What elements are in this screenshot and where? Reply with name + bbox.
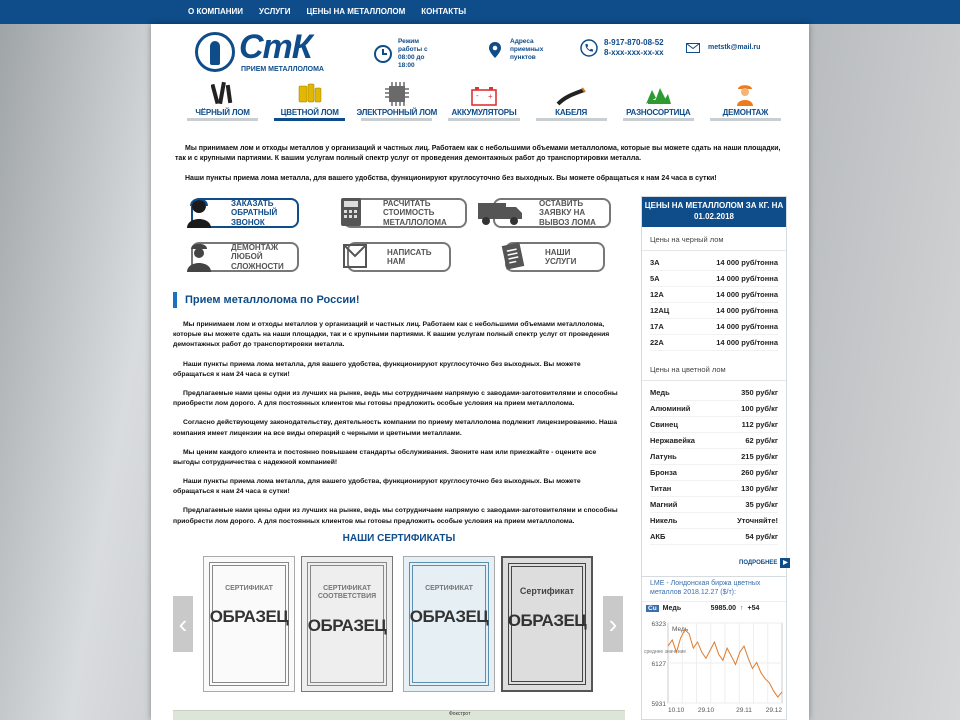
- top-navigation-bar: [0, 0, 960, 24]
- price-row: [650, 303, 778, 319]
- price-row: [650, 433, 778, 449]
- category-black-scrap[interactable]: [179, 78, 266, 122]
- category-color-scrap[interactable]: [266, 78, 353, 122]
- certificate-card[interactable]: [403, 556, 495, 692]
- metal-name: 5А: [650, 274, 660, 283]
- article-paragraph: Согласно действующему законодательству, деятельность компании по приему металлолома подлежит лицензированию. Наша компания имеет лицензии на все виды операций с черными и цветными металлами.: [173, 419, 617, 437]
- metal-name: 12АЦ: [650, 306, 670, 315]
- lme-title[interactable]: LME - Лондонская биржа цветных металлов 2018.12.27 ($/т):: [650, 580, 761, 597]
- category-cables[interactable]: [528, 78, 615, 122]
- metal-price: 62 руб/кг: [745, 436, 778, 445]
- phone-number-1[interactable]: 8-917-870-08-52: [604, 38, 664, 47]
- lme-copper-row: [642, 601, 786, 614]
- black-scrap-icon: [211, 80, 235, 106]
- y-tick-label: 5931: [651, 701, 666, 708]
- callback-label: ЗАКАЗАТЬ ОБРАТНЫЙ ЗВОНОК: [231, 199, 278, 227]
- builder-icon: [179, 236, 219, 276]
- price-row: [650, 271, 778, 287]
- price-row: [650, 513, 778, 529]
- metal-name: Медь: [650, 388, 670, 397]
- metal-price: 350 руб/кг: [741, 388, 778, 397]
- logo-text: СтК: [239, 28, 312, 66]
- y-tick-label: 6323: [651, 621, 666, 628]
- certificates-title: НАШИ СЕРТИФИКАТЫ: [342, 533, 456, 544]
- map-preview[interactable]: [173, 710, 625, 720]
- write-us-label: НАПИСАТЬ НАМ: [387, 247, 432, 266]
- x-tick-label: 10.10: [668, 707, 685, 714]
- battery-icon: [471, 86, 497, 106]
- carousel-next-button[interactable]: ›: [603, 596, 623, 652]
- price-row: [650, 497, 778, 513]
- lme-copper-chart: [642, 617, 786, 720]
- price-row: [650, 401, 778, 417]
- metal-price: 35 руб/кг: [745, 500, 778, 509]
- certificate-heading: СЕРТИФИКАТ: [225, 585, 273, 592]
- metal-name: Свинец: [650, 420, 678, 429]
- category-menu: [179, 78, 789, 122]
- certificate-sample: ОБРАЗЕЦ: [409, 607, 489, 627]
- metal-price: 100 руб/кг: [741, 404, 778, 413]
- copper-name: Медь: [662, 604, 682, 612]
- our-services-label: НАШИ УСЛУГИ: [545, 247, 577, 266]
- x-tick-label: 29.10: [697, 707, 715, 714]
- price-row: [650, 319, 778, 335]
- intro-paragraph: Наши пункты приема лома металла, для вашего удобства, функционируют круглосуточно без выходных. Вы можете обращаться к нам 24 часа в сутки!: [185, 175, 717, 183]
- price-row: [650, 449, 778, 465]
- metal-price: 14 000 руб/тонна: [716, 258, 778, 267]
- price-row: [650, 255, 778, 271]
- clock-icon: [373, 44, 393, 64]
- write-us-button[interactable]: [347, 242, 451, 272]
- worker-icon: [733, 80, 757, 106]
- x-tick-label: 29.12: [765, 707, 782, 714]
- callback-button[interactable]: [191, 198, 299, 228]
- logo-mark-icon: [195, 32, 235, 72]
- arrow-up-icon: ↑: [739, 604, 744, 612]
- category-dismantle[interactable]: [702, 78, 789, 122]
- metal-price: 14 000 руб/тонна: [716, 306, 778, 315]
- page-container: [151, 24, 809, 720]
- category-batteries[interactable]: [440, 78, 527, 122]
- category-mixed[interactable]: [615, 78, 702, 122]
- price-row: [650, 287, 778, 303]
- nav-about[interactable]: О КОМПАНИИ: [188, 7, 244, 16]
- category-label: РАЗНОСОРТИЦА: [626, 108, 691, 117]
- category-label: ЧЁРНЫЙ ЛОМ: [195, 108, 250, 117]
- metal-name: Алюминий: [650, 404, 691, 413]
- article-paragraph: Предлагаемые нами цены одни из лучших на рынке, ведь мы сотрудничаем напрямую с заводами-заготовителями и способны приобрести лом дорого. А для постоянных клиентов мы готовы предложить особые условия на прием металлолома.: [173, 507, 618, 525]
- metal-price: 14 000 руб/тонна: [716, 274, 778, 283]
- metal-name: 17А: [650, 322, 664, 331]
- metal-name: Никель: [650, 516, 678, 525]
- color-scrap-prices: [642, 381, 786, 545]
- certificate-card[interactable]: [501, 556, 593, 692]
- map-label: Фокстрот: [449, 711, 471, 717]
- price-row: [650, 465, 778, 481]
- certificate-sample: ОБРАЗЕЦ: [507, 610, 587, 630]
- metal-price: 112 руб/кг: [741, 420, 778, 429]
- intro-paragraph: Мы принимаем лом и отходы металлов у организаций и частных лиц. Работаем как с небольшими объемами металлолома, которые вы можете сдать на наши площадки, так и с крупными партиями. К вашим услугам полный спектр услуг от проведения демонтажных работ до транспортировки металла.: [175, 145, 781, 163]
- price-row: [650, 529, 778, 545]
- svg-text:-: -: [475, 91, 479, 100]
- metal-name: Бронза: [650, 468, 677, 477]
- carousel-prev-button[interactable]: ‹: [173, 596, 193, 652]
- metal-name: 12А: [650, 290, 664, 299]
- chart-title: Медь: [672, 626, 689, 633]
- certificate-card[interactable]: [301, 556, 393, 692]
- pickup-points-text: Адреса приемных пунктов: [510, 38, 544, 62]
- price-row: [650, 335, 778, 351]
- pickup-request-button[interactable]: [493, 198, 611, 228]
- color-scrap-icon: [297, 82, 323, 106]
- operator-icon: [179, 192, 219, 232]
- logo-subtitle: ПРИЕМ МЕТАЛЛОЛОМА: [241, 66, 324, 73]
- article-body: [173, 320, 623, 536]
- certificate-heading: СЕРТИФИКАТ: [425, 585, 473, 592]
- color-scrap-section-title: Цены на цветной лом: [642, 357, 786, 381]
- article-paragraph: Наши пункты приема лома металла, для вашего удобства, функционируют круглосуточно без выходных. Вы можете обращаться к нам 24 часа в сутки!: [173, 478, 581, 496]
- metal-name: 3А: [650, 258, 660, 267]
- category-label: КАБЕЛЯ: [555, 108, 588, 117]
- message-icon: [335, 236, 375, 276]
- our-services-button[interactable]: [505, 242, 605, 272]
- dismantle-label: ДЕМОНТАЖ ЛЮБОЙ СЛОЖНОСТИ: [231, 243, 284, 271]
- envelope-icon: [683, 38, 703, 58]
- category-label: АККУМУЛЯТОРЫ: [451, 108, 517, 117]
- price-row: [650, 481, 778, 497]
- intro-text: [175, 144, 787, 194]
- article-paragraph: Наши пункты приема лома металла, для вашего удобства, функционируют круглосуточно без выходных. Вы можете обращаться к нам 24 часа в сутки!: [173, 360, 581, 378]
- x-tick-label: 29.11: [736, 707, 752, 714]
- metal-name: Титан: [650, 484, 672, 493]
- calculator-icon: [331, 192, 371, 232]
- pickup-points[interactable]: [485, 38, 568, 62]
- certificate-sample: ОБРАЗЕЦ: [307, 615, 387, 635]
- phone-icon: [579, 38, 599, 58]
- black-scrap-section-title: Цены на черный лом: [642, 227, 786, 251]
- article-paragraph: Предлагаемые нами цены одни из лучших на рынке, ведь мы сотрудничаем напрямую с заводами-заготовителями и способны приобрести лом дорого. А для постоянных клиентов мы готовы предложить особые условия на прием металлолома.: [173, 389, 618, 408]
- article-title: Прием металлолома по России!: [173, 292, 360, 308]
- metal-price: 130 руб/кг: [741, 484, 778, 493]
- lme-widget: [641, 576, 787, 720]
- email-text: metstk@mail.ru: [708, 43, 761, 51]
- nav-prices[interactable]: ЦЕНЫ НА МЕТАЛЛОЛОМ: [306, 7, 406, 16]
- phone-number-2[interactable]: 8-xxx-xxx-xx-xx: [604, 48, 664, 58]
- top-nav: [188, 0, 482, 24]
- metal-price: 14 000 руб/тонна: [716, 322, 778, 331]
- email-contact[interactable]: [683, 38, 760, 58]
- metal-name: 22А: [650, 338, 664, 347]
- more-label: ПОДРОБНЕЕ: [739, 560, 778, 566]
- svg-text:+: +: [487, 92, 493, 101]
- cable-icon: [556, 86, 586, 106]
- category-label: ЦВЕТНОЙ ЛОМ: [280, 108, 339, 117]
- copper-symbol: Cu: [648, 604, 657, 612]
- copper-change: +54: [747, 604, 760, 612]
- truck-icon: [471, 192, 527, 232]
- price-row: [650, 385, 778, 401]
- phones: [579, 38, 664, 59]
- certificate-heading: СЕРТИФИКАТ СООТВЕТСТВИЯ: [317, 585, 377, 601]
- arrow-right-icon: ▶: [780, 558, 790, 568]
- category-label: ЭЛЕКТРОННЫЙ ЛОМ: [356, 108, 438, 117]
- metal-price: Уточняйте!: [737, 516, 778, 525]
- more-link[interactable]: [739, 558, 790, 568]
- calculate-cost-label: РАСЧИТАТЬ СТОИМОСТЬ МЕТАЛЛОЛОМА: [383, 199, 447, 227]
- metal-name: Нержавейка: [650, 436, 695, 445]
- article-paragraph: Мы принимаем лом и отходы металлов у организаций и частных лиц. Работаем как с небольшими объемами металлолома, которые вы можете сдать на наши площадки, так и с крупными партиями. К вашим услугам полный спектр услуг от проведения демонтажных работ до транспортировки металла.: [173, 321, 610, 349]
- work-hours: [373, 38, 442, 71]
- mixed-scrap-icon: [644, 84, 672, 106]
- copper-price: 5985.00: [710, 604, 736, 612]
- nav-services[interactable]: УСЛУГИ: [259, 7, 291, 16]
- black-scrap-prices: [642, 251, 786, 351]
- dismantle-button[interactable]: [191, 242, 299, 272]
- category-label: ДЕМОНТАЖ: [722, 108, 769, 117]
- metal-name: Латунь: [650, 452, 677, 461]
- price-table: [641, 196, 787, 580]
- document-list-icon: [493, 236, 533, 276]
- article-paragraph: Мы ценим каждого клиента и постоянно повышаем стандарты обслуживания. Звоните нам или приезжайте - оцените все выгоды сотрудничества с надежной компанией!: [173, 448, 597, 466]
- metal-price: 54 руб/кг: [745, 532, 778, 541]
- metal-price: 215 руб/кг: [741, 452, 778, 461]
- location-pin-icon: [485, 40, 505, 60]
- certificate-card[interactable]: [203, 556, 295, 692]
- category-electronic-scrap[interactable]: [353, 78, 440, 122]
- price-row: [650, 417, 778, 433]
- avg-label: среднее значение: [644, 649, 687, 655]
- metal-price: 260 руб/кг: [741, 468, 778, 477]
- nav-contacts[interactable]: КОНТАКТЫ: [421, 7, 467, 16]
- metal-price: 14 000 руб/тонна: [716, 338, 778, 347]
- certificate-heading: Сертификат: [519, 586, 575, 596]
- certificate-sample: ОБРАЗЕЦ: [209, 607, 289, 627]
- metal-name: Магний: [650, 500, 678, 509]
- metal-name: АКБ: [650, 532, 666, 541]
- calculate-cost-button[interactable]: [343, 198, 467, 228]
- metal-price: 14 000 руб/тонна: [716, 290, 778, 299]
- work-hours-text: Режим работы с 08:00 до 18:00: [398, 38, 428, 70]
- y-tick-label: 6127: [651, 661, 666, 668]
- site-logo[interactable]: [195, 30, 325, 78]
- pickup-request-label: ОСТАВИТЬ ЗАЯВКУ НА ВЫВОЗ ЛОМА: [539, 199, 596, 227]
- price-table-title: ЦЕНЫ НА МЕТАЛЛОЛОМ ЗА КГ. НА 01.02.2018: [642, 197, 786, 227]
- electronic-scrap-icon: [385, 82, 409, 106]
